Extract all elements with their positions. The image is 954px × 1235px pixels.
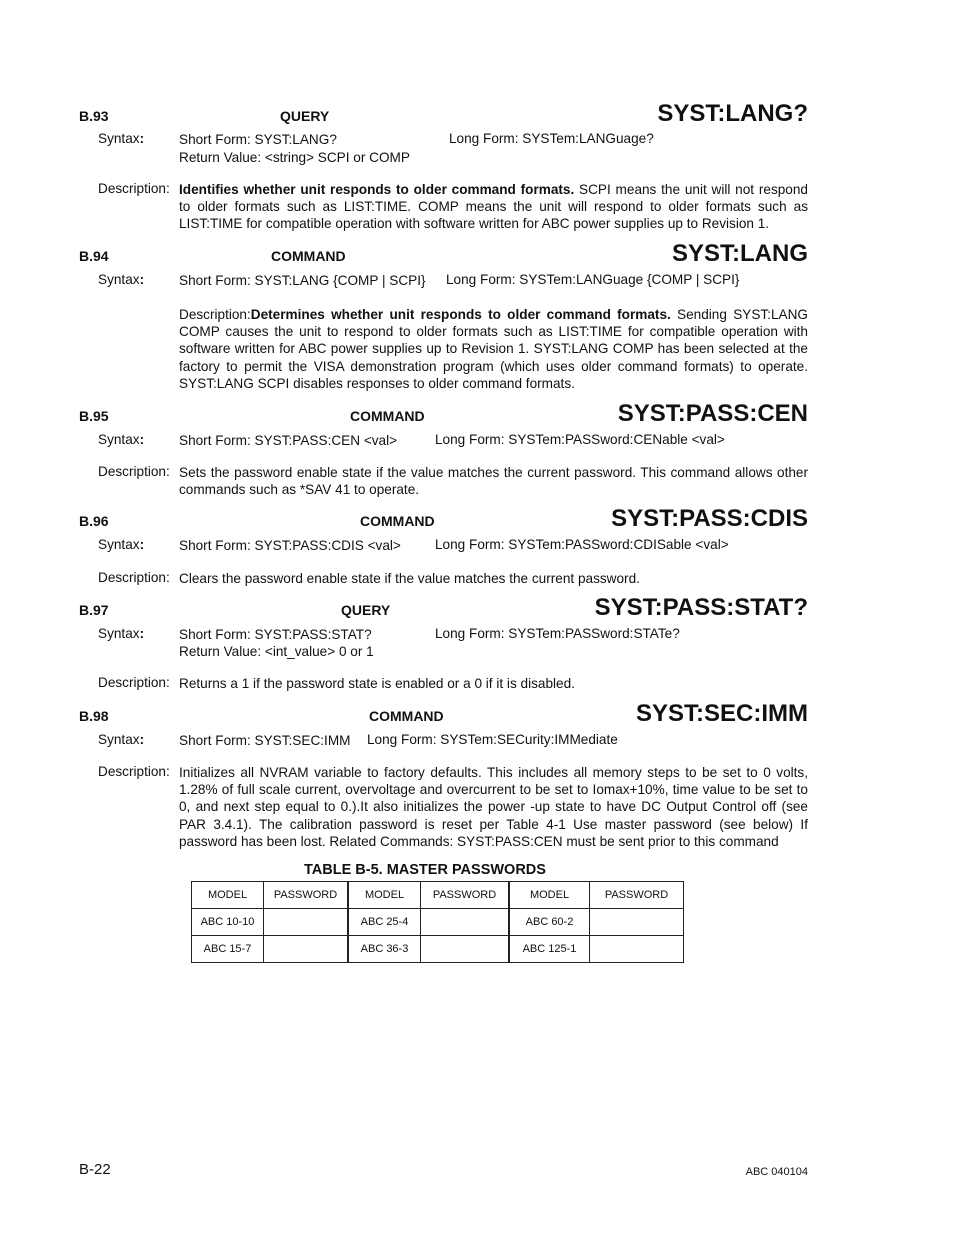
- table-cell: [264, 936, 349, 963]
- description-bold: Determines whether unit responds to older command formats.: [250, 307, 671, 322]
- description-label: Description:: [98, 570, 170, 585]
- section-type: COMMAND: [350, 408, 425, 424]
- section-number: B.95: [79, 408, 109, 424]
- table-cell: ABC 15-7: [192, 936, 264, 963]
- return-value: Return Value: <string> SCPI or COMP: [179, 150, 410, 165]
- table-header-cell: MODEL: [509, 882, 590, 909]
- table-cell: ABC 60-2: [509, 909, 590, 936]
- section-header-b97: [0, 590, 954, 622]
- table-header-cell: MODEL: [348, 882, 421, 909]
- description-text: Sets the password enable state if the value matches the current password. This command allows other commands such as *SAV 41 to operate.: [179, 465, 808, 498]
- syntax-short: Short Form: SYST:SEC:IMM: [179, 733, 351, 748]
- description-bold: Identifies whether unit responds to older command formats.: [179, 182, 575, 197]
- syntax-short: Short Form: SYST:PASS:CEN <val>: [179, 433, 398, 448]
- description-label: Description:: [98, 464, 170, 479]
- table-header-cell: PASSWORD: [264, 882, 349, 909]
- syntax-long: Long Form: SYSTem:LANGuage?: [449, 131, 654, 146]
- table-cell: [264, 909, 349, 936]
- page-number: B-22: [79, 1161, 111, 1178]
- description-label: Description:: [98, 181, 170, 196]
- section-type: COMMAND: [271, 248, 346, 264]
- table-cell: [421, 909, 510, 936]
- syntax-long: Long Form: SYSTem:PASSword:CDISable <val>: [435, 537, 729, 552]
- table-cell: [590, 909, 684, 936]
- section-header-b98: [0, 696, 954, 728]
- table-cell: ABC 10-10: [192, 909, 264, 936]
- section-type: QUERY: [341, 602, 391, 618]
- section-number: B.97: [79, 602, 109, 618]
- syntax-label: Syntax:: [98, 537, 145, 552]
- syntax-long: Long Form: SYSTem:PASSword:CENable <val>: [435, 432, 725, 447]
- table-cell: ABC 36-3: [348, 936, 421, 963]
- table-cell: ABC 25-4: [348, 909, 421, 936]
- description-label: Description:: [98, 675, 170, 690]
- syntax-short: Short Form: SYST:PASS:CDIS <val>: [179, 538, 401, 553]
- section-number: B.93: [79, 108, 109, 124]
- section-title: SYST:LANG: [671, 240, 808, 267]
- section-type: COMMAND: [369, 708, 444, 724]
- section-title: SYST:PASS:CEN: [617, 400, 808, 427]
- section-title: SYST:PASS:CDIS: [611, 505, 808, 532]
- table-title: TABLE B-5. MASTER PASSWORDS: [304, 862, 546, 878]
- section-type: COMMAND: [360, 513, 435, 529]
- section-title: SYST:LANG?: [657, 100, 808, 127]
- table-header-row: [192, 882, 684, 909]
- table-cell: [421, 936, 510, 963]
- table-row: [192, 909, 684, 936]
- section-header-b94: [0, 236, 954, 268]
- table-header-cell: PASSWORD: [590, 882, 684, 909]
- syntax-label: Syntax:: [98, 626, 145, 641]
- description-text: Identifies whether unit responds to older command formats. SCPI means the unit will not respond to older formats such as LIST:TIME. COMP means the unit will respond to older formats such as LIST:TIME for compatible operation with software written for ABC power supplies up to Revision 1.: [179, 182, 808, 232]
- table-header-cell: MODEL: [192, 882, 264, 909]
- section-type: QUERY: [280, 108, 330, 124]
- section-header-b95: [0, 396, 954, 428]
- section-header-b96: [0, 501, 954, 533]
- description-text: Returns a 1 if the password state is enabled or a 0 if it is disabled.: [179, 676, 575, 691]
- table-row: [192, 936, 684, 963]
- table-header-cell: PASSWORD: [421, 882, 510, 909]
- syntax-short: Short Form: SYST:LANG {COMP | SCPI}: [179, 273, 426, 288]
- section-number: B.98: [79, 708, 109, 724]
- syntax-label: Syntax:: [98, 732, 145, 747]
- table-cell: ABC 125-1: [509, 936, 590, 963]
- syntax-label: Syntax:: [98, 131, 145, 146]
- section-title: SYST:PASS:STAT?: [594, 594, 808, 621]
- section-number: B.94: [79, 248, 109, 264]
- syntax-label: Syntax:: [98, 432, 145, 447]
- syntax-short: Short Form: SYST:LANG?: [179, 132, 337, 147]
- description-text: Initializes all NVRAM variable to factory defaults. This includes all memory steps to be set to 0 volts, 1.28% of full scale current, overvoltage and overcurrent to be set to Iomax+10%, time value to be set to 0, and next step equal to 0.).It also initializes the power -up state to have DC Output Control off (see PAR 3.4.1). The calibration password is reset per Table 4-1 Use master password (see below) If password has been lost. Related Commands: SYST:PASS:CEN must be sent prior to this command: [179, 765, 808, 849]
- section-number: B.96: [79, 513, 109, 529]
- syntax-long: Long Form: SYSTem:SECurity:IMMediate: [367, 732, 618, 747]
- syntax-short: Short Form: SYST:PASS:STAT?: [179, 627, 372, 642]
- section-header-b93: [0, 96, 954, 128]
- master-passwords-table: [191, 881, 684, 963]
- description-text: Clears the password enable state if the value matches the current password.: [179, 571, 640, 586]
- document-id: ABC 040104: [745, 1166, 808, 1178]
- description-text: Description:Determines whether unit responds to older command formats. Sending SYST:LANG COMP causes the unit to respond to older formats such as LIST:TIME for compatible operation with software written for ABC power supplies up to Revision 1. SYST:LANG COMP has been selected at the factory to permit the VISA demonstration program (which uses older command formats) to operate. SYST:LANG SCPI disables responses to older command formats.: [179, 307, 808, 391]
- description-label: Description:: [98, 764, 170, 779]
- section-title: SYST:SEC:IMM: [635, 700, 808, 727]
- syntax-label: Syntax:: [98, 272, 145, 287]
- table-cell: [590, 936, 684, 963]
- return-value: Return Value: <int_value> 0 or 1: [179, 644, 374, 659]
- syntax-long: Long Form: SYSTem:LANGuage {COMP | SCPI}: [446, 272, 740, 287]
- syntax-long: Long Form: SYSTem:PASSword:STATe?: [435, 626, 680, 641]
